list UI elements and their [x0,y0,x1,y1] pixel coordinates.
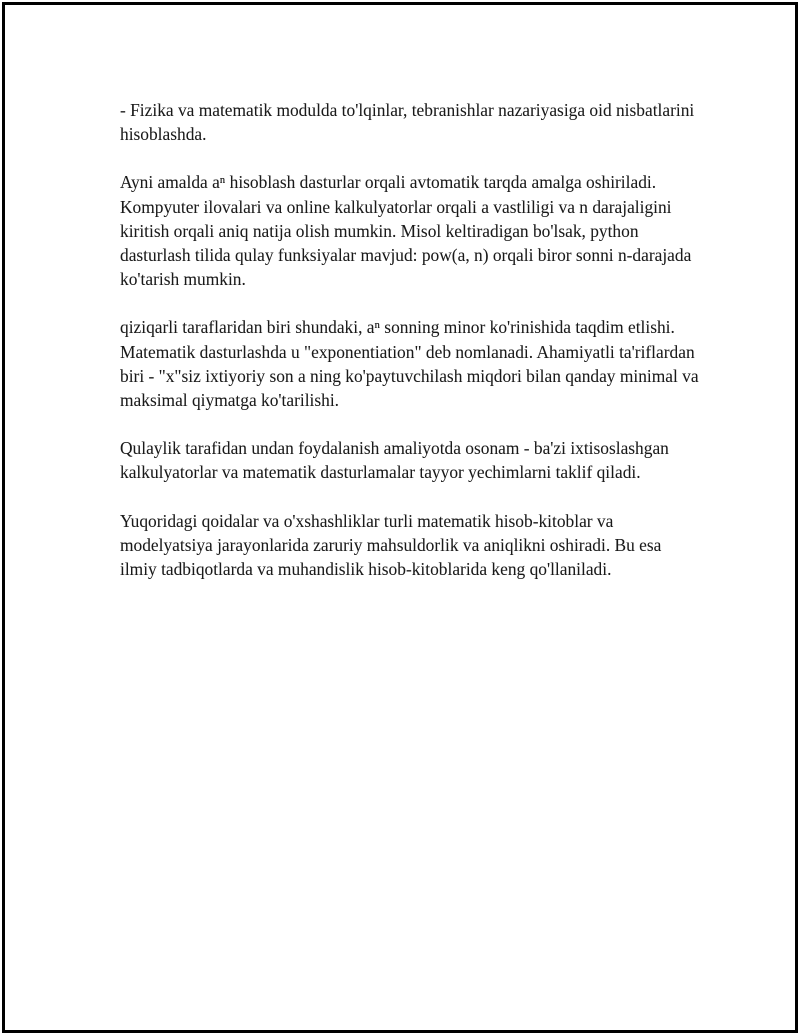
page-border [2,2,798,1033]
paragraph: Ayni amalda aⁿ hisoblash dasturlar orqali avtomatik tarqda amalga oshiriladi. Kompyuter ilovalari va online kalkulyatorlar orqali a vastliligi va n darajaligini kiritish orqali aniq natija olish mumkin. Misol keltiradigan bo'lsak, python dasturlash tilida qulay funksiyalar mavjud: pow(a, n) orqali biror sonni n-darajada ko'tarish mumkin. [120,172,692,290]
paragraph: Yuqoridagi qoidalar va o'xshashliklar turli matematik hisob-kitoblar va modelyatsiya jarayonlarida zaruriy mahsuldorlik va aniqlikni oshiradi. Bu esa ilmiy tadbiqotlarda va muhandislik hisob-kitoblarida keng qo'llaniladi. [120,510,662,580]
paragraph: - Fizika va matematik modulda to'lqinlar, tebranishlar nazariyasiga oid nisbatlarini hisoblashda. [120,100,695,145]
document-body [120,98,700,605]
paragraph: qiziqarli taraflaridan biri shundaki, aⁿ sonning minor ko'rinishida taqdim etlishi. Matematik dasturlashda u "exponentiation" deb nomlanadi. Ahamiyatli ta'riflardan biri - "x"siz ixtiyoriy son a ning ko'paytuvchilash miqdori bilan qanday minimal va maksimal qiymatga ko'tarilishi. [120,317,699,411]
paragraph: Qulaylik tarafidan undan foydalanish amaliyotda osonam - ba'zi ixtisoslashgan kalkulyatorlar va matematik dasturlamalar tayyor yechimlarni taklif qiladi. [120,438,669,483]
